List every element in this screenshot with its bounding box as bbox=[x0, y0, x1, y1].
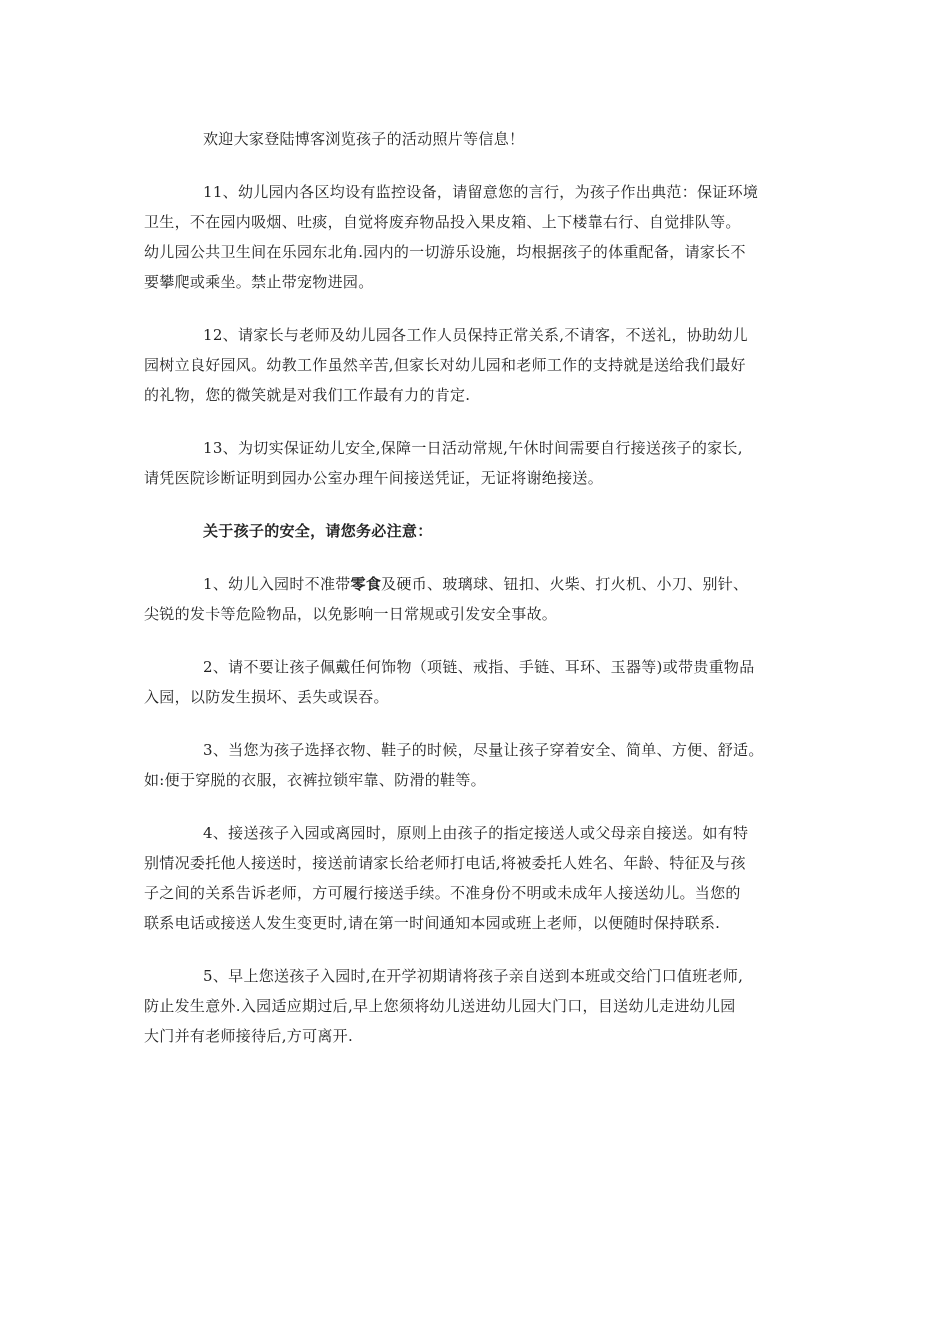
rule-11-paragraph bbox=[144, 177, 809, 297]
document-body bbox=[144, 124, 809, 1074]
safety-4-line: 别情况委托他人接送时，接送前请家长给老师打电话,将被委托人姓名、年龄、特征及与孩 bbox=[144, 854, 746, 872]
safety-2-paragraph bbox=[144, 652, 809, 712]
safety-1-prefix: 1、幼儿入园时不准带 bbox=[203, 575, 351, 593]
safety-5-paragraph bbox=[144, 961, 809, 1051]
rule-12-line: 的礼物，您的微笑就是对我们工作最有力的肯定. bbox=[144, 386, 471, 404]
safety-5-line: 大门并有老师接待后,方可离开. bbox=[144, 1027, 354, 1045]
safety-1-paragraph bbox=[144, 569, 809, 629]
rule-13-line: 13、为切实保证幼儿安全,保障一日活动常规,午休时间需要自行接送孩子的家长, bbox=[203, 439, 743, 457]
welcome-line: 欢迎大家登陆博客浏览孩子的活动照片等信息！ bbox=[203, 130, 525, 148]
rule-13-paragraph bbox=[144, 433, 809, 493]
safety-4-paragraph bbox=[144, 818, 809, 938]
safety-4-line: 联系电话或接送人发生变更时,请在第一时间通知本园或班上老师，以便随时保持联系. bbox=[144, 914, 721, 932]
safety-1-line: 尖锐的发卡等危险物品，以免影响一日常规或引发安全事故。 bbox=[144, 605, 558, 623]
rule-11-line: 要攀爬或乘坐。禁止带宠物进园。 bbox=[144, 273, 374, 291]
rule-12-line: 12、请家长与老师及幼儿园各工作人员保持正常关系,不请客，不送礼，协助幼儿 bbox=[203, 326, 748, 344]
safety-1-bold-term: 零食 bbox=[350, 575, 382, 593]
safety-2-line: 2、请不要让孩子佩戴任何饰物（项链、戒指、手链、耳环、玉器等)或带贵重物品 bbox=[203, 658, 755, 676]
rule-11-line: 11、幼儿园内各区均设有监控设备，请留意您的言行，为孩子作出典范：保证环境 bbox=[203, 183, 759, 201]
safety-heading bbox=[144, 516, 809, 546]
rule-13-line: 请凭医院诊断证明到园办公室办理午间接送凭证，无证将谢绝接送。 bbox=[144, 469, 604, 487]
rule-11-line: 幼儿园公共卫生间在乐园东北角.园内的一切游乐设施，均根据孩子的体重配备，请家长不 bbox=[144, 243, 746, 261]
welcome-paragraph bbox=[144, 124, 809, 154]
safety-3-line: 如:便于穿脱的衣服，衣裤拉锁牢靠、防滑的鞋等。 bbox=[144, 771, 486, 789]
rule-12-line: 园树立良好园风。幼教工作虽然辛苦,但家长对幼儿园和老师工作的支持就是送给我们最好 bbox=[144, 356, 746, 374]
safety-4-line: 4、接送孩子入园或离园时，原则上由孩子的指定接送人或父母亲自接送。如有特 bbox=[203, 824, 749, 842]
safety-3-paragraph bbox=[144, 735, 809, 795]
safety-1-suffix: 及硬币、玻璃球、钮扣、火柴、打火机、小刀、别针、 bbox=[381, 575, 749, 593]
safety-heading-text: 关于孩子的安全，请您务必注意： bbox=[203, 522, 433, 540]
safety-3-line: 3、当您为孩子选择衣物、鞋子的时候，尽量让孩子穿着安全、简单、方便、舒适。 bbox=[203, 741, 764, 759]
safety-2-line: 入园，以防发生损坏、丢失或误吞。 bbox=[144, 688, 389, 706]
safety-5-line: 5、早上您送孩子入园时,在开学初期请将孩子亲自送到本班或交给门口值班老师, bbox=[203, 967, 744, 985]
safety-5-line: 防止发生意外.入园适应期过后,早上您须将幼儿送进幼儿园大门口，目送幼儿走进幼儿园 bbox=[144, 997, 736, 1015]
safety-4-line: 子之间的关系告诉老师，方可履行接送手续。不准身份不明或未成年人接送幼儿。当您的 bbox=[144, 884, 741, 902]
rule-12-paragraph bbox=[144, 320, 809, 410]
rule-11-line: 卫生，不在园内吸烟、吐痰，自觉将废弃物品投入果皮箱、上下楼靠右行、自觉排队等。 bbox=[144, 213, 741, 231]
safety-1-line bbox=[144, 569, 809, 599]
